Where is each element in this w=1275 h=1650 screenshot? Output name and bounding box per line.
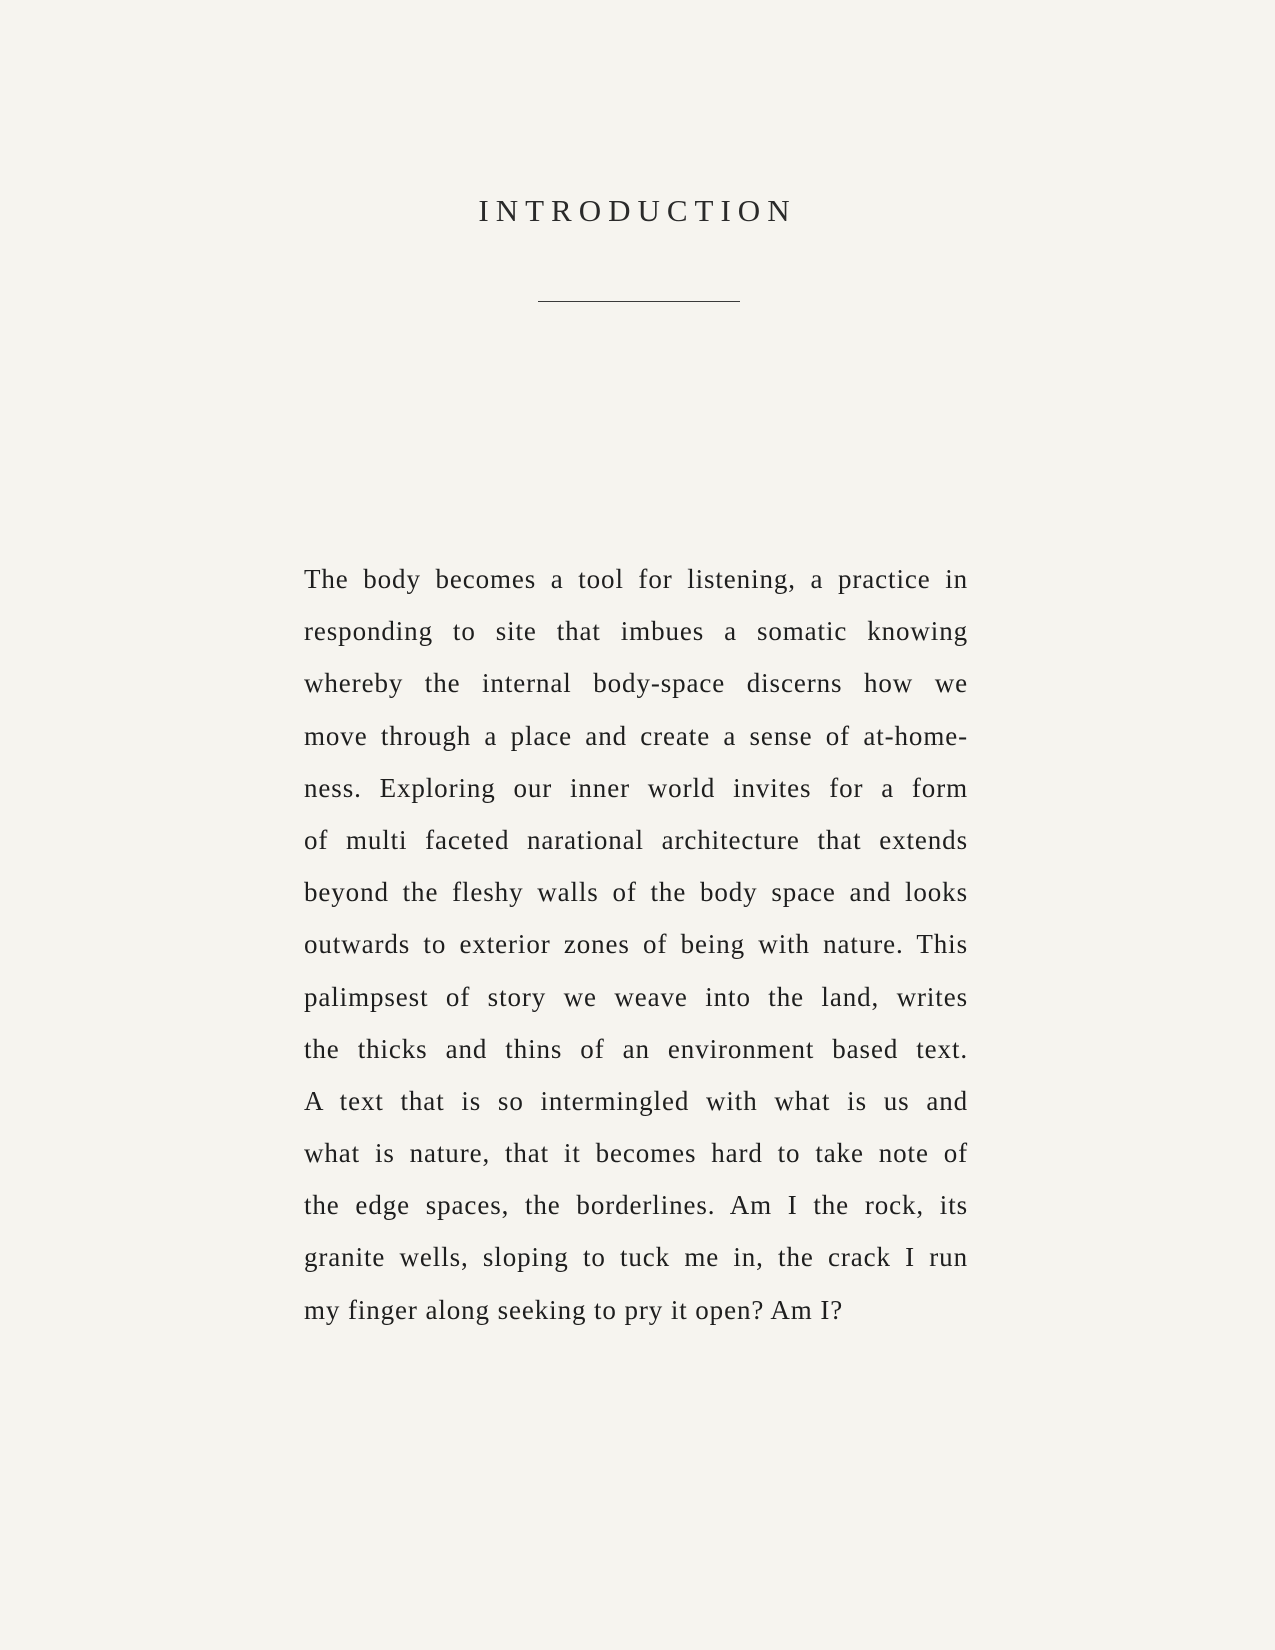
paragraph-line: move through a place and create a sense of at-home-	[304, 720, 968, 751]
paragraph-line: the edge spaces, the borderlines. Am I the rock, its	[304, 1190, 968, 1221]
paragraph-line: ness. Exploring our inner world invites for a form	[304, 772, 968, 803]
paragraph-line: whereby the internal body-space discerns how we	[304, 668, 968, 699]
introduction-paragraph	[304, 553, 968, 1336]
paragraph-line: of multi faceted narational architecture that extends	[304, 824, 968, 855]
paragraph-line: responding to site that imbues a somatic knowing	[304, 616, 968, 647]
title-divider	[538, 301, 740, 302]
paragraph-line: beyond the fleshy walls of the body space and looks	[304, 877, 968, 908]
paragraph-line: outwards to exterior zones of being with nature. This	[304, 929, 968, 960]
paragraph-line: the thicks and thins of an environment based text.	[304, 1033, 968, 1064]
paragraph-line: A text that is so intermingled with what is us and	[304, 1085, 968, 1116]
paragraph-line: granite wells, sloping to tuck me in, the crack I run	[304, 1242, 968, 1273]
page-title: INTRODUCTION	[478, 193, 797, 228]
paragraph-line: The body becomes a tool for listening, a practice in	[304, 564, 968, 594]
paragraph-line: my finger along seeking to pry it open? Am I?	[304, 1294, 844, 1325]
paragraph-line: what is nature, that it becomes hard to take note of	[304, 1138, 968, 1169]
paragraph-line: palimpsest of story we weave into the land, writes	[304, 981, 968, 1012]
